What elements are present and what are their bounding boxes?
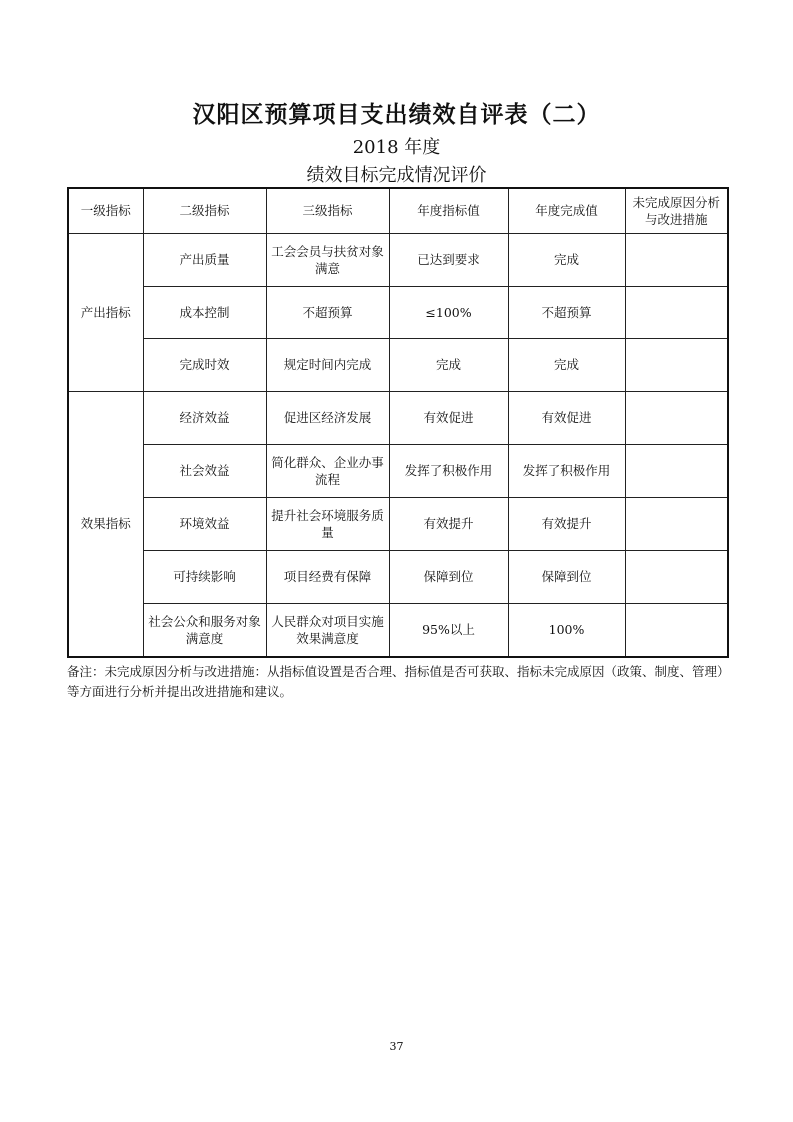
target-cell: ≤100%: [389, 286, 508, 338]
table-row: [68, 286, 728, 338]
level2-cell: 产出质量: [143, 233, 266, 286]
reason-cell: [625, 603, 728, 657]
table-row: [68, 444, 728, 497]
actual-cell: 100%: [508, 603, 625, 657]
level1-cell: 效果指标: [68, 391, 143, 657]
reason-cell: [625, 391, 728, 444]
header-cell: 二级指标: [143, 188, 266, 233]
reason-cell: [625, 338, 728, 391]
target-cell: 已达到要求: [389, 233, 508, 286]
actual-cell: 有效提升: [508, 497, 625, 550]
document-year: 2018 年度: [352, 137, 441, 158]
page-number: 37: [389, 1040, 404, 1053]
level2-cell: 社会效益: [143, 444, 266, 497]
level3-cell: 工会会员与扶贫对象满意: [266, 233, 389, 286]
level2-cell: 经济效益: [143, 391, 266, 444]
table-row: [68, 603, 728, 657]
target-cell: 有效提升: [389, 497, 508, 550]
table-row: [68, 391, 728, 444]
target-cell: 有效促进: [389, 391, 508, 444]
target-cell: 95%以上: [389, 603, 508, 657]
target-cell: 发挥了积极作用: [389, 444, 508, 497]
document-title: 汉阳区预算项目支出绩效自评表（二）: [192, 101, 601, 128]
header-cell: 年度完成值: [508, 188, 625, 233]
level2-cell: 完成时效: [143, 338, 266, 391]
header-row: [68, 188, 728, 233]
header-cell: 一级指标: [68, 188, 143, 233]
level2-cell: 可持续影响: [143, 550, 266, 603]
target-cell: 保障到位: [389, 550, 508, 603]
reason-cell: [625, 497, 728, 550]
reason-cell: [625, 550, 728, 603]
level2-cell: 成本控制: [143, 286, 266, 338]
header-cell: 未完成原因分析与改进措施: [625, 188, 728, 233]
reason-cell: [625, 286, 728, 338]
actual-cell: 不超预算: [508, 286, 625, 338]
level2-cell: 社会公众和服务对象满意度: [143, 603, 266, 657]
performance-table: [67, 187, 729, 658]
actual-cell: 完成: [508, 338, 625, 391]
header-cell: 三级指标: [266, 188, 389, 233]
target-cell: 完成: [389, 338, 508, 391]
reason-cell: [625, 233, 728, 286]
level3-cell: 不超预算: [266, 286, 389, 338]
actual-cell: 有效促进: [508, 391, 625, 444]
footnote: 备注：未完成原因分析与改进措施：从指标值设置是否合理、指标值是否可获取、指标未完成原因（政策、制度、管理）等方面进行分析并提出改进措施和建议。: [67, 664, 730, 699]
level3-cell: 简化群众、企业办事流程: [266, 444, 389, 497]
actual-cell: 发挥了积极作用: [508, 444, 625, 497]
reason-cell: [625, 444, 728, 497]
header-cell: 年度指标值: [389, 188, 508, 233]
level3-cell: 人民群众对项目实施效果满意度: [266, 603, 389, 657]
table-row: [68, 233, 728, 286]
table-row: [68, 550, 728, 603]
level2-cell: 环境效益: [143, 497, 266, 550]
table-row: [68, 338, 728, 391]
level3-cell: 规定时间内完成: [266, 338, 389, 391]
actual-cell: 保障到位: [508, 550, 625, 603]
level3-cell: 项目经费有保障: [266, 550, 389, 603]
level3-cell: 促进区经济发展: [266, 391, 389, 444]
actual-cell: 完成: [508, 233, 625, 286]
level1-cell: 产出指标: [68, 233, 143, 391]
table-row: [68, 497, 728, 550]
level3-cell: 提升社会环境服务质量: [266, 497, 389, 550]
table-subtitle: 绩效目标完成情况评价: [306, 165, 487, 186]
